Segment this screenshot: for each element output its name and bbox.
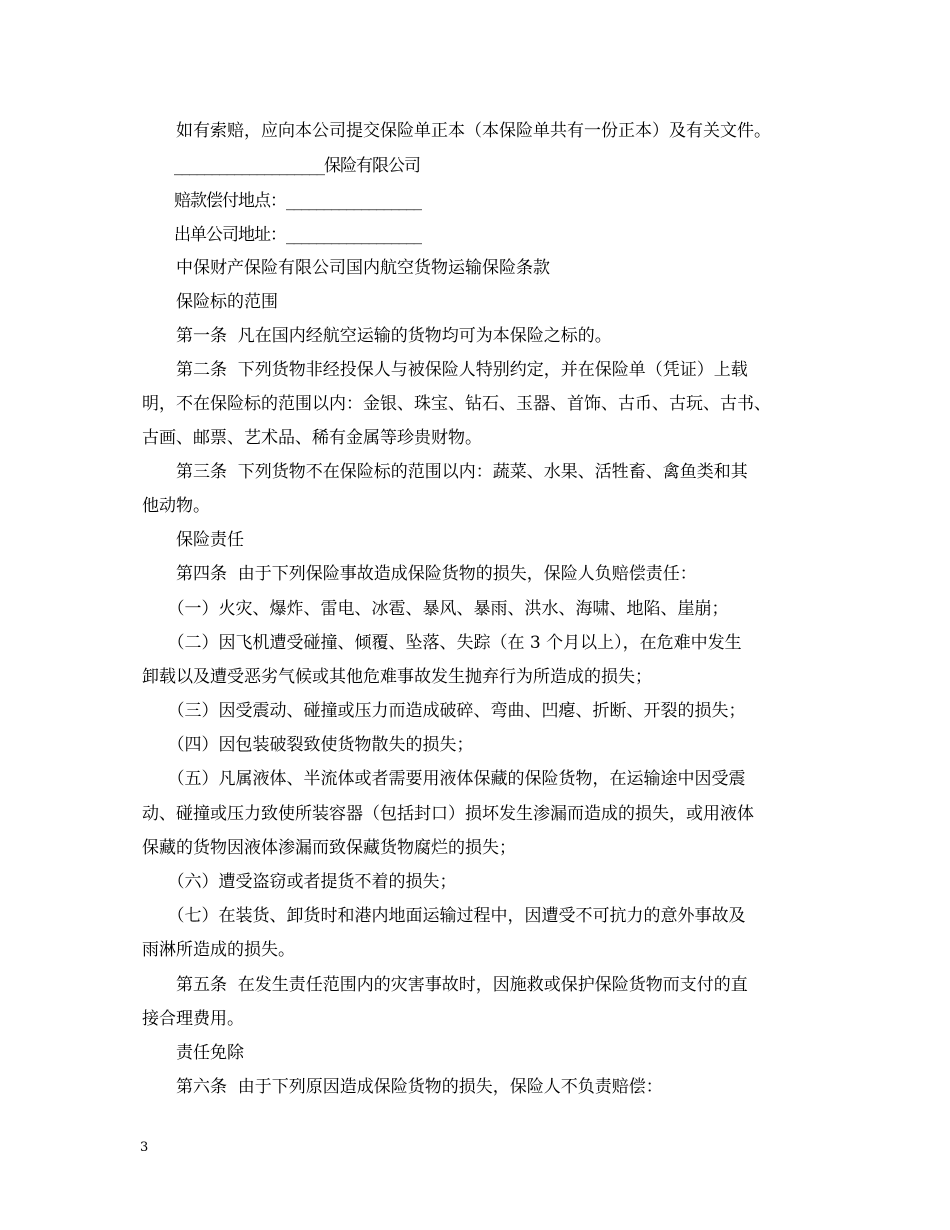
article-3-line-1: 第三条 下列货物不在保险标的范围以内：蔬菜、水果、活牲畜、禽鱼类和其: [142, 462, 748, 482]
section-heading-exclusions: 责任免除: [142, 1043, 244, 1063]
item-3: （三）因受震动、碰撞或压力而造成破碎、弯曲、凹瘪、折断、开裂的损失；: [142, 701, 746, 721]
item-1: （一）火灾、爆炸、雷电、冰雹、暴风、暴雨、洪水、海啸、地陷、崖崩；: [142, 599, 729, 619]
article-2-line-2: 明，不在保险标的范围以内：金银、珠宝、钻石、玉器、首饰、古币、古玩、古书、: [142, 394, 771, 414]
payment-location-line: 赔款偿付地点：__________________: [142, 191, 421, 211]
item-5-line-1: （五）凡属液体、半流体或者需要用液体保藏的保险货物，在运输途中因受震: [142, 769, 746, 789]
clauses-title: 中保财产保险有限公司国内航空货物运输保险条款: [142, 258, 550, 278]
article-2-line-3: 古画、邮票、艺术品、稀有金属等珍贵财物。: [142, 428, 482, 448]
section-heading-liability: 保险责任: [142, 530, 244, 550]
article-5-line-1: 第五条 在发生责任范围内的灾害事故时，因施救或保护保险货物而支付的直: [142, 975, 748, 995]
insurer-name-line: ____________________保险有限公司: [142, 156, 420, 176]
item-6: （六）遭受盗窃或者提货不着的损失；: [142, 872, 457, 892]
issuer-address-line: 出单公司地址：__________________: [142, 225, 421, 245]
item-5-line-2: 动、碰撞或压力致使所装容器（包括封口）损坏发生渗漏而造成的损失，或用液体: [142, 804, 754, 824]
claim-paragraph: 如有索赔，应向本公司提交保险单正本（本保险单共有一份正本）及有关文件。: [142, 121, 771, 141]
item-5-line-3: 保藏的货物因液体渗漏而致保藏货物腐烂的损失；: [142, 838, 516, 858]
item-7-line-2: 雨淋所造成的损失。: [142, 940, 295, 960]
item-2-line-2: 卸载以及遭受恶劣气候或其他危难事故发生抛弃行为所造成的损失；: [142, 667, 652, 687]
item-7-line-1: （七）在装货、卸货时和港内地面运输过程中，因遭受不可抗力的意外事故及: [142, 906, 746, 926]
article-5-line-2: 接合理费用。: [142, 1009, 244, 1029]
section-heading-scope: 保险标的范围: [142, 292, 278, 312]
article-6: 第六条 由于下列原因造成保险货物的损失，保险人不负责赔偿：: [142, 1077, 663, 1097]
article-4: 第四条 由于下列保险事故造成保险货物的损失，保险人负赔偿责任：: [142, 564, 697, 584]
article-2-line-1: 第二条 下列货物非经投保人与被保险人特别约定，并在保险单（凭证）上载: [142, 360, 748, 380]
page-number: 3: [140, 1140, 149, 1155]
article-3-line-2: 他动物。: [142, 496, 210, 516]
item-4: （四）因包装破裂致使货物散失的损失；: [142, 735, 474, 755]
item-2-line-1: （二）因飞机遭受碰撞、倾覆、坠落、失踪（在 3 个月以上），在危难中发生: [142, 633, 742, 653]
article-1: 第一条 凡在国内经航空运输的货物均可为本保险之标的。: [142, 326, 612, 346]
